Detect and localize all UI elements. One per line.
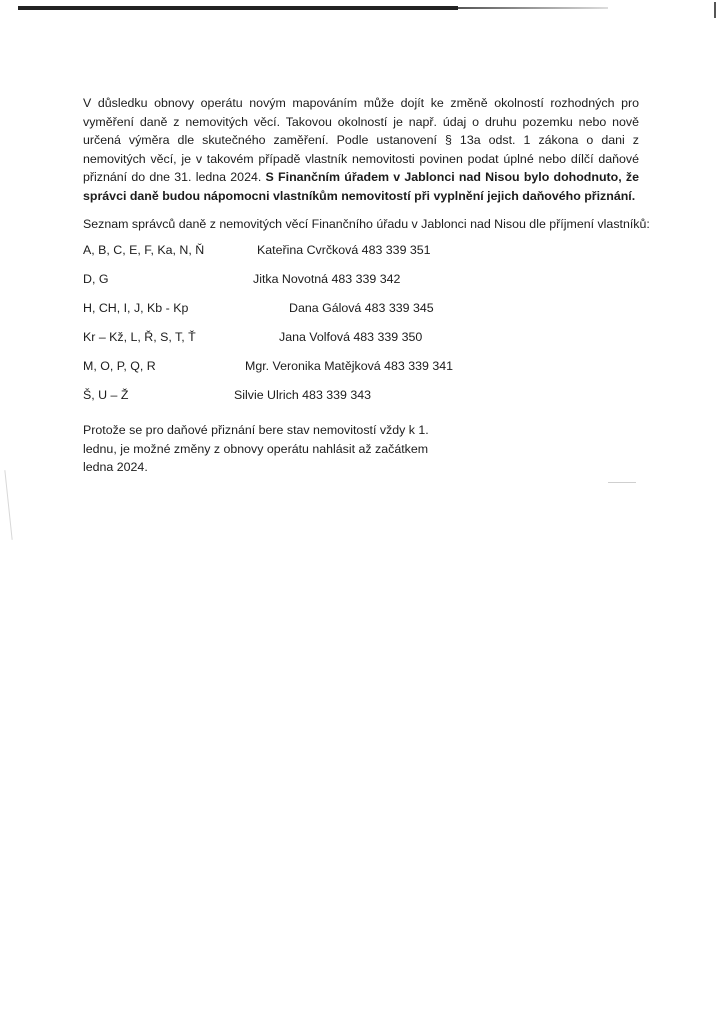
surname-letters: H, CH, I, J, Kb - Kp [83,301,189,316]
intro-paragraph-bold: S Finančním úřadem v Jablonci nad Nisou bylo dohodnuto, že správci daně budou nápomocni vlastníkům nemovitostí při vyplnění jejich daňového přiznání. [83,170,639,203]
officer-contact: Mgr. Veronika Matějková 483 339 341 [245,359,454,374]
officer-contact: Kateřina Cvrčková 483 339 351 [257,243,431,258]
administrator-row [83,322,639,349]
surname-letters: A, B, C, E, F, Ka, N, Ň [83,243,205,258]
surname-letters: Š, U – Ž [83,388,129,403]
officer-contact: Jitka Novotná 483 339 342 [253,272,401,287]
scan-corner-mark [714,2,716,18]
scan-artifact-left [4,470,12,540]
intro-paragraph [83,94,639,206]
closing-paragraph: Protože se pro daňové přiznání bere stav nemovitostí vždy k 1. lednu, je možné změny z obnovy operátu nahlásit až začátkem ledna 2024. [83,423,429,475]
administrator-row [83,380,639,407]
officer-contact: Jana Volfová 483 339 350 [279,330,423,345]
officer-contact: Dana Gálová 483 339 345 [289,301,434,316]
administrator-row [83,293,639,320]
document-body [83,94,650,477]
administrators-list-heading: Seznam správců daně z nemovitých věcí Finančního úřadu v Jablonci nad Nisou dle příjmení vlastníků: [83,216,650,231]
scan-artifact-right [608,482,636,483]
surname-letters: Kr – Kž, L, Ř, S, T, Ť [83,330,196,345]
administrator-row [83,264,639,291]
intro-paragraph-text: V důsledku obnovy operátu novým mapováním může dojít ke změně okolností rozhodných pro vyměření daně z nemovitých věcí. Takovou okolností je např. údaj o druhu pozemku nebo nově určená výměra dle skutečného zaměření. Podle ustanovení § 13a odst. 1 zákona o dani z nemovitých věcí, je v takovém případě vlastník nemovitosti povinen podat úplné nebo dílčí daňové přiznání do dne 31. ledna 2024. [83,96,639,185]
officer-contact: Silvie Ulrich 483 339 343 [234,388,372,403]
administrator-row [83,351,639,378]
scan-border-line-fade [458,7,608,9]
surname-letters: M, O, P, Q, R [83,359,156,374]
surname-letters: D, G [83,272,109,287]
scan-border-line [18,6,458,10]
administrator-row [83,235,639,262]
